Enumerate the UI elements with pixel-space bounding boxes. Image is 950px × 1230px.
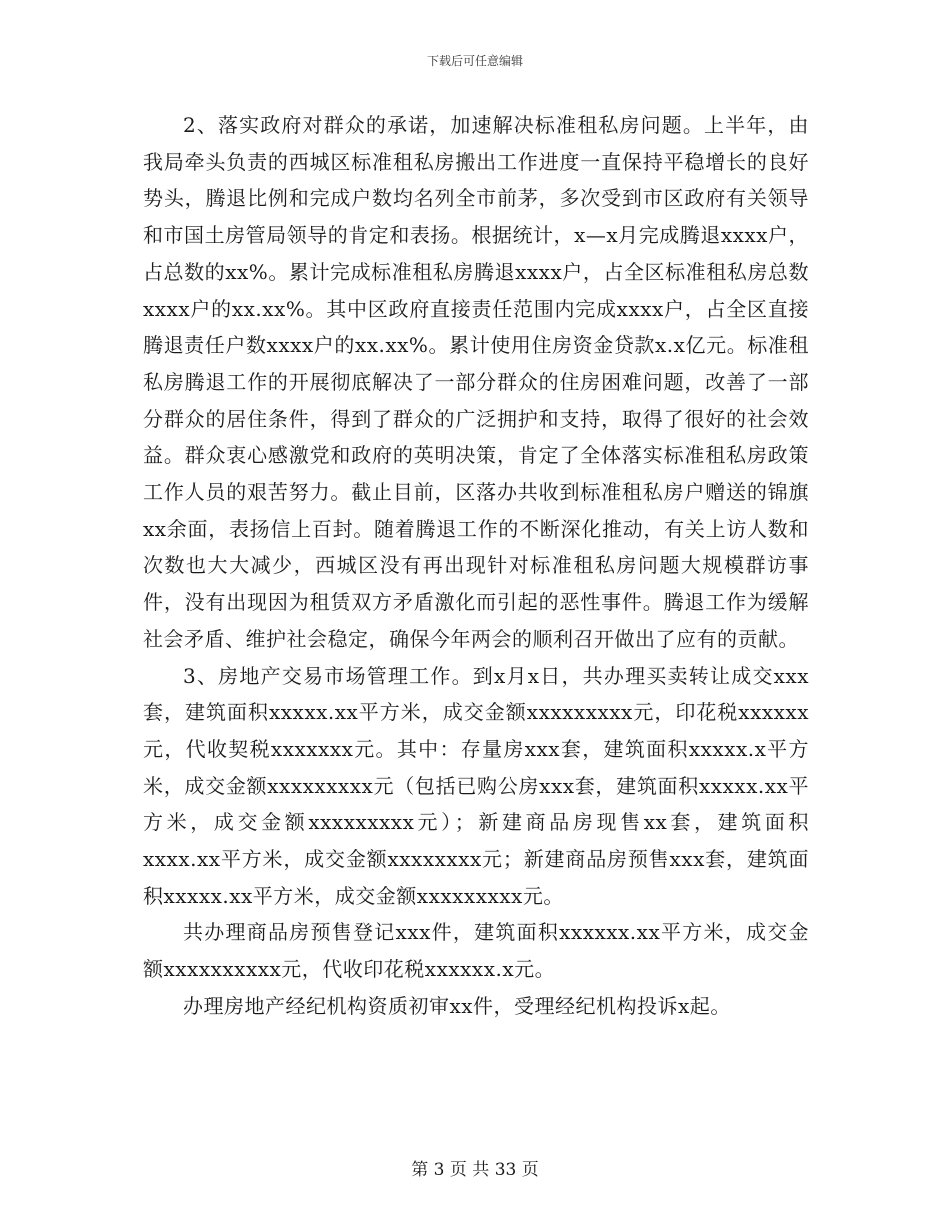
paragraph-item-3: 3、房地产交易市场管理工作。到x月x日，共办理买卖转让成交xxx套，建筑面积xxxxx.xx平方米，成交金额xxxxxxxxx元，印花税xxxxxx元，代收契税xxxxxxx元。其中：存量房xxx套，建筑面积xxxxx.x平方米，成交金额xxxxxxxxx元（包括已购公房xxx套，建筑面积xxxxx.xx平方米，成交金额xxxxxxxxx元）；新建商品房现售xx套，建筑面积xxxx.xx平方米，成交金额xxxxxxxx元；新建商品房预售xxx套，建筑面积xxxxx.xx平方米，成交金额xxxxxxxxx元。 bbox=[143, 663, 809, 908]
paragraph-item-2: 2、落实政府对群众的承诺，加速解决标准租私房问题。上半年，由我局牵头负责的西城区标准租私房搬出工作进度一直保持平稳增长的良好势头，腾退比例和完成户数均名列全市前茅，多次受到市区政府有关领导和市国土房管局领导的肯定和表扬。根据统计，x—x月完成腾退xxxx户，占总数的xx%。累计完成标准租私房腾退xxxx户，占全区标准租私房总数xxxx户的xx.xx%。其中区政府直接责任范围内完成xxxx户，占全区直接腾退责任户数xxxx户的xx.xx%。累计使用住房资金贷款x.x亿元。标准租私房腾退工作的开展彻底解决了一部分群众的住房困难问题，改善了一部分群众的居住条件，得到了群众的广泛拥护和支持，取得了很好的社会效益。群众衷心感激党和政府的英明决策，肯定了全体落实标准租私房政策工作人员的艰苦努力。截止目前，区落办共收到标准租私房户赠送的锦旗xx余面，表扬信上百封。随着腾退工作的不断深化推动，有关上访人数和次数也大大减少，西城区没有再出现针对标准租私房问题大规模群访事件，没有出现因为租赁双方矛盾激化而引起的恶性事件。腾退工作为缓解社会矛盾、维护社会稳定，确保今年两会的顺利召开做出了应有的贡献。 bbox=[143, 113, 809, 651]
paragraph-presale-registration: 共办理商品房预售登记xxx件，建筑面积xxxxxx.xx平方米，成交金额xxxxxxxxxx元，代收印花税xxxxxx.x元。 bbox=[143, 920, 809, 982]
document-body bbox=[143, 107, 809, 1025]
page-header-note: 下载后可任意编辑 bbox=[426, 54, 523, 68]
paragraph-agency-review: 办理房地产经纪机构资质初审xx件，受理经纪机构投诉x起。 bbox=[183, 993, 731, 1018]
page-number-footer: 第 3 页 共 33 页 bbox=[411, 1160, 539, 1180]
